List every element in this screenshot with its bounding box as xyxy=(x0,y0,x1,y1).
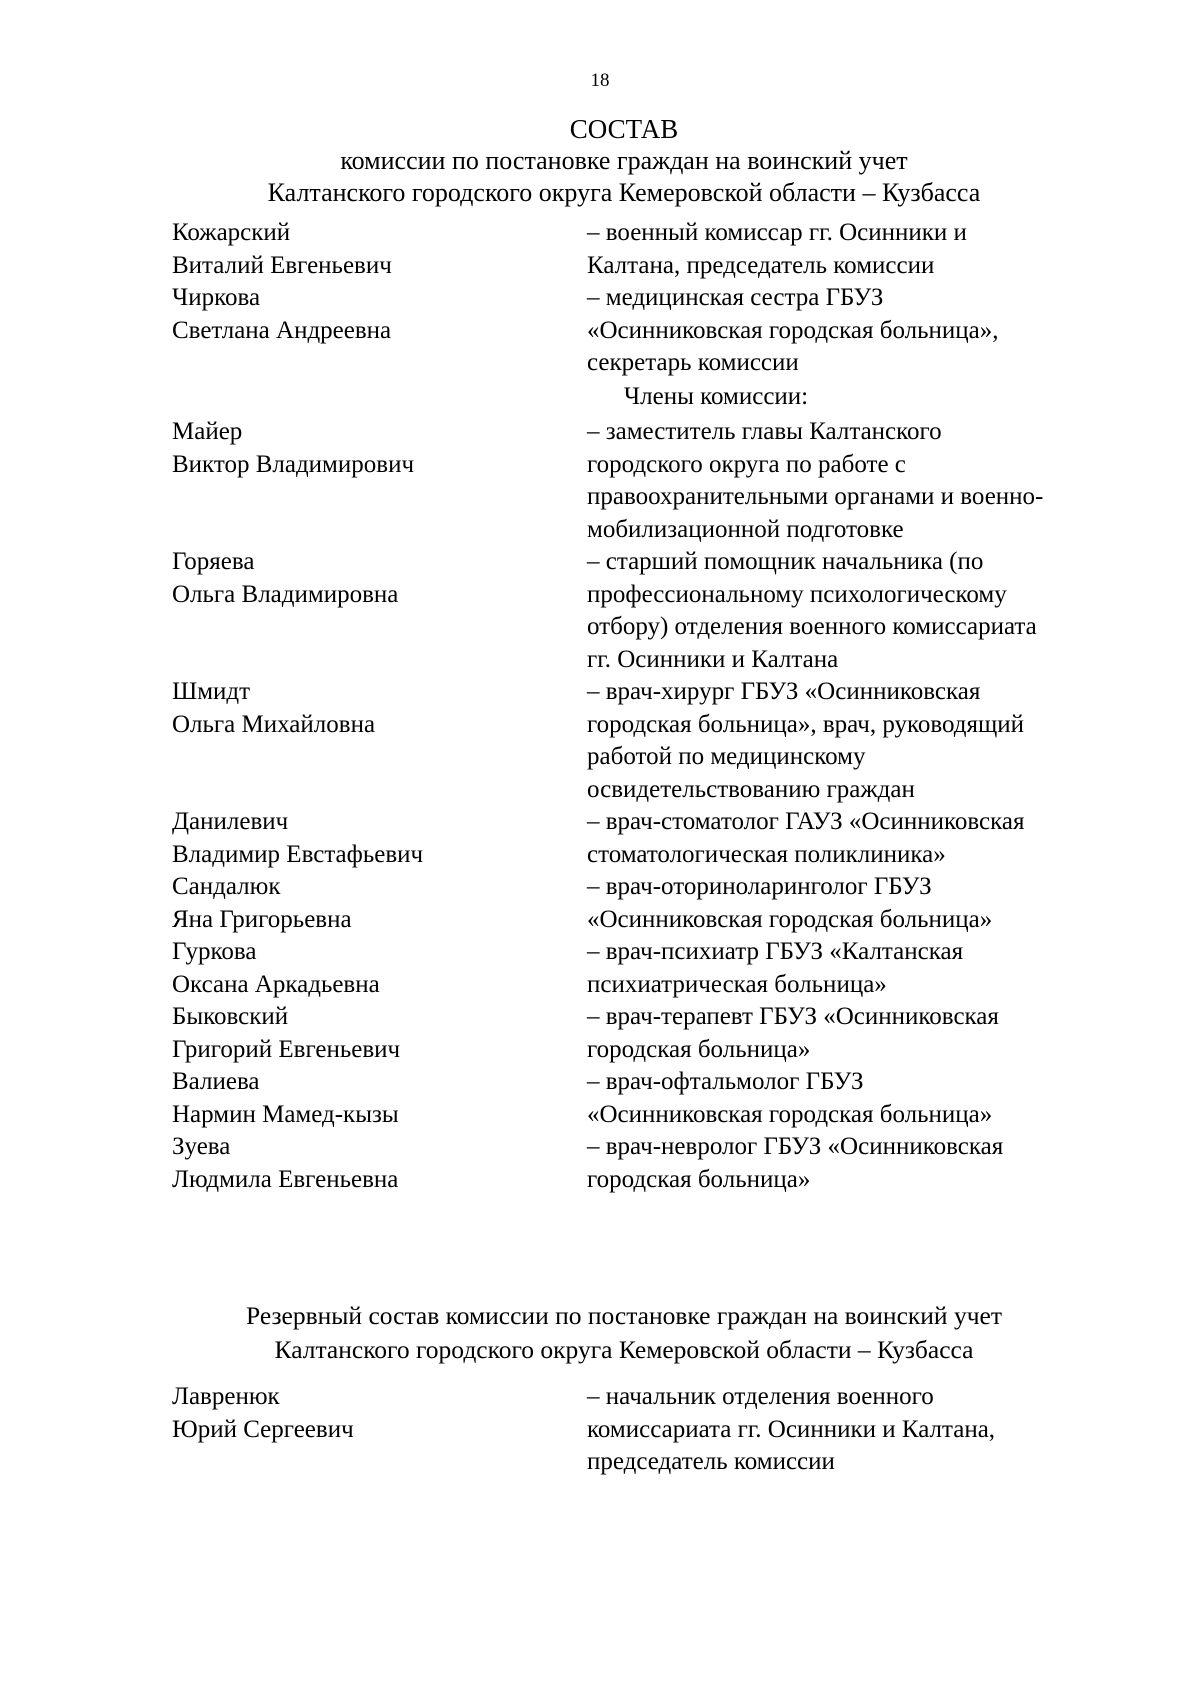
member-role-line: освидетельствованию граждан xyxy=(587,775,915,803)
list-item xyxy=(172,1381,1132,1479)
list-item xyxy=(172,676,1132,806)
title-main: СОСТАВ xyxy=(569,114,679,144)
member-role-line: председатель комиссии xyxy=(587,1448,835,1475)
member-surname: Шмидт xyxy=(172,678,251,705)
member-given-name: Людмила Евгеньевна xyxy=(172,1165,399,1193)
member-given-name: Виктор Владимирович xyxy=(172,450,415,478)
document-title xyxy=(0,113,1200,209)
member-role-line: гг. Осинники и Калтана xyxy=(587,645,839,673)
member-role-line: – врач-стоматолог ГАУЗ «Осинниковская xyxy=(587,808,1025,835)
member-given-name: Ольга Михайловна xyxy=(172,710,376,738)
member-role-line: – врач-офтальмолог ГБУЗ xyxy=(587,1068,864,1095)
list-item xyxy=(172,871,1132,936)
member-role-line: психиатрическая больница» xyxy=(587,970,887,998)
member-surname: Чиркова xyxy=(172,284,261,311)
member-surname: Валиева xyxy=(172,1068,260,1095)
member-role-line: мобилизационной подготовке xyxy=(587,515,904,543)
commission-list xyxy=(172,217,1132,1196)
member-role-line: работой по медицинскому xyxy=(587,743,866,770)
member-role-line: «Осинниковская городская больница», xyxy=(587,316,999,344)
list-item xyxy=(172,282,1132,380)
list-item xyxy=(172,806,1132,871)
members-heading: Члены комиссии: xyxy=(623,382,809,410)
member-given-name: Ольга Владимировна xyxy=(172,580,399,608)
list-item xyxy=(172,416,1132,546)
member-role-line: городская больница» xyxy=(587,1035,811,1063)
member-surname: Зуева xyxy=(172,1133,231,1160)
member-surname: Гуркова xyxy=(172,938,257,965)
member-given-name: Владимир Евстафьевич xyxy=(172,840,424,868)
member-surname: Майер xyxy=(172,418,243,445)
member-role-line: – заместитель главы Калтанского xyxy=(587,418,942,445)
list-item xyxy=(172,217,1132,282)
member-surname: Данилевич xyxy=(172,808,289,835)
member-role-line: – врач-хирург ГБУЗ «Осинниковская xyxy=(587,678,981,705)
reserve-title-line-1: Резервный состав комиссии по постановке граждан на воинский учет xyxy=(245,1301,1002,1330)
member-role-line: стоматологическая поликлиника» xyxy=(587,840,946,868)
member-role-line: – военный комиссар гг. Осинники и xyxy=(587,219,967,246)
member-role-line: секретарь комиссии xyxy=(587,349,799,376)
member-given-name: Яна Григорьевна xyxy=(172,905,352,933)
list-item xyxy=(172,1066,1132,1131)
member-role-line: – врач-невролог ГБУЗ «Осинниковская xyxy=(587,1133,1004,1160)
member-role-line: комиссариата гг. Осинники и Калтана, xyxy=(587,1415,996,1443)
member-role-line: «Осинниковская городская больница» xyxy=(587,905,993,933)
member-given-name: Светлана Андреевна xyxy=(172,316,392,344)
page-number: 18 xyxy=(590,70,610,91)
member-surname: Быковский xyxy=(172,1003,289,1030)
member-role-line: правоохранительными органами и военно- xyxy=(587,483,1044,510)
reserve-title xyxy=(0,1299,1200,1367)
member-role-line: отбору) отделения военного комиссариата xyxy=(587,613,1037,640)
member-role-line: – начальник отделения военного xyxy=(587,1383,934,1410)
list-item xyxy=(172,1131,1132,1196)
member-role-line: Калтана, председатель комиссии xyxy=(587,251,935,279)
member-role-line: – врач-оториноларинголог ГБУЗ xyxy=(587,873,932,900)
member-surname: Горяева xyxy=(172,548,255,575)
member-given-name: Григорий Евгеньевич xyxy=(172,1035,401,1063)
member-role-line: – старший помощник начальника (по xyxy=(587,548,984,575)
member-given-name: Оксана Аркадьевна xyxy=(172,970,380,998)
member-role-line: профессиональному психологическому xyxy=(587,580,1007,608)
member-role-line: – врач-психиатр ГБУЗ «Калтанская xyxy=(587,938,964,965)
member-surname: Кожарский xyxy=(172,219,291,246)
member-role-line: городская больница» xyxy=(587,1165,811,1193)
member-role-line: – врач-терапевт ГБУЗ «Осинниковская xyxy=(587,1003,999,1030)
member-given-name: Нармин Мамед-кызы xyxy=(172,1100,399,1128)
reserve-list xyxy=(172,1381,1132,1479)
title-line-2: комиссии по постановке граждан на воинский учет xyxy=(340,146,908,175)
member-given-name: Виталий Евгеньевич xyxy=(172,251,392,279)
member-role-line: – медицинская сестра ГБУЗ xyxy=(587,284,884,311)
list-item xyxy=(172,936,1132,1001)
reserve-title-line-2: Калтанского городского округа Кемеровской области – Кузбасса xyxy=(274,1335,974,1364)
member-role-line: городская больница», врач, руководящий xyxy=(587,710,1024,738)
member-surname: Сандалюк xyxy=(172,873,281,900)
member-given-name: Юрий Сергеевич xyxy=(172,1415,354,1443)
list-item xyxy=(172,1001,1132,1066)
list-item xyxy=(172,546,1132,676)
title-line-3: Калтанского городского округа Кемеровской области – Кузбасса xyxy=(267,178,981,207)
member-role-line: городского округа по работе с xyxy=(587,450,906,478)
member-role-line: «Осинниковская городская больница» xyxy=(587,1100,993,1128)
member-surname: Лавренюк xyxy=(172,1383,280,1410)
